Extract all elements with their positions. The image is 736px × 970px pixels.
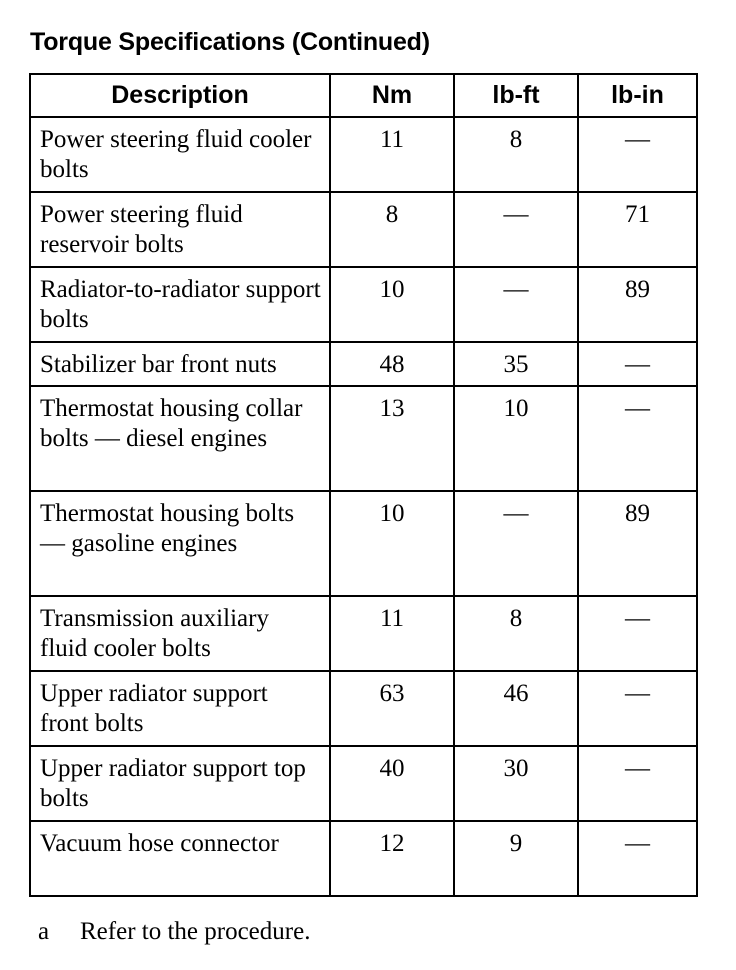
header-lb-in: lb-in bbox=[578, 74, 697, 117]
cell-lb-ft: — bbox=[454, 192, 578, 267]
header-nm: Nm bbox=[330, 74, 454, 117]
table-row bbox=[30, 386, 697, 491]
cell-lb-ft: 10 bbox=[454, 386, 578, 491]
cell-description: Thermostat housing bolts — gasoline engines bbox=[30, 491, 330, 596]
cell-description: Radiator-to-radiator support bolts bbox=[30, 267, 330, 342]
cell-lb-ft: 46 bbox=[454, 671, 578, 746]
cell-nm: 11 bbox=[330, 117, 454, 192]
cell-lb-ft: 8 bbox=[454, 117, 578, 192]
cell-description: Stabilizer bar front nuts bbox=[30, 342, 330, 386]
cell-lb-in: — bbox=[578, 671, 697, 746]
table-header-row bbox=[30, 74, 697, 117]
cell-lb-in: 89 bbox=[578, 491, 697, 596]
table-row bbox=[30, 117, 697, 192]
footnote bbox=[38, 918, 310, 946]
cell-description: Thermostat housing collar bolts — diesel engines bbox=[30, 386, 330, 491]
cell-description: Transmission auxiliary fluid cooler bolts bbox=[30, 596, 330, 671]
footnote-text: Refer to the procedure. bbox=[80, 918, 311, 945]
cell-nm: 12 bbox=[330, 821, 454, 896]
cell-lb-ft: — bbox=[454, 491, 578, 596]
cell-lb-in: — bbox=[578, 746, 697, 821]
cell-description: Power steering fluid reservoir bolts bbox=[30, 192, 330, 267]
cell-lb-ft: 35 bbox=[454, 342, 578, 386]
table-row bbox=[30, 491, 697, 596]
torque-specifications-table bbox=[29, 73, 698, 897]
cell-nm: 40 bbox=[330, 746, 454, 821]
cell-lb-in: — bbox=[578, 821, 697, 896]
cell-nm: 63 bbox=[330, 671, 454, 746]
cell-lb-ft: — bbox=[454, 267, 578, 342]
table-row bbox=[30, 192, 697, 267]
table-row bbox=[30, 267, 697, 342]
footnote-marker: a bbox=[38, 918, 50, 945]
table-row bbox=[30, 746, 697, 821]
cell-lb-ft: 8 bbox=[454, 596, 578, 671]
cell-lb-in: — bbox=[578, 596, 697, 671]
header-description: Description bbox=[30, 74, 330, 117]
table-row bbox=[30, 671, 697, 746]
cell-lb-ft: 9 bbox=[454, 821, 578, 896]
header-lb-ft: lb-ft bbox=[454, 74, 578, 117]
cell-lb-in: 89 bbox=[578, 267, 697, 342]
table-row bbox=[30, 596, 697, 671]
cell-nm: 10 bbox=[330, 267, 454, 342]
cell-lb-in: — bbox=[578, 342, 697, 386]
cell-description: Power steering fluid cooler bolts bbox=[30, 117, 330, 192]
cell-nm: 10 bbox=[330, 491, 454, 596]
cell-description: Vacuum hose connector bbox=[30, 821, 330, 896]
cell-lb-in: 71 bbox=[578, 192, 697, 267]
page-title: Torque Specifications (Continued) bbox=[30, 28, 430, 56]
table-row bbox=[30, 821, 697, 896]
cell-nm: 11 bbox=[330, 596, 454, 671]
cell-lb-ft: 30 bbox=[454, 746, 578, 821]
cell-lb-in: — bbox=[578, 117, 697, 192]
table-row bbox=[30, 342, 697, 386]
cell-nm: 8 bbox=[330, 192, 454, 267]
cell-lb-in: — bbox=[578, 386, 697, 491]
cell-description: Upper radiator support top bolts bbox=[30, 746, 330, 821]
cell-description: Upper radiator support front bolts bbox=[30, 671, 330, 746]
cell-nm: 48 bbox=[330, 342, 454, 386]
cell-nm: 13 bbox=[330, 386, 454, 491]
